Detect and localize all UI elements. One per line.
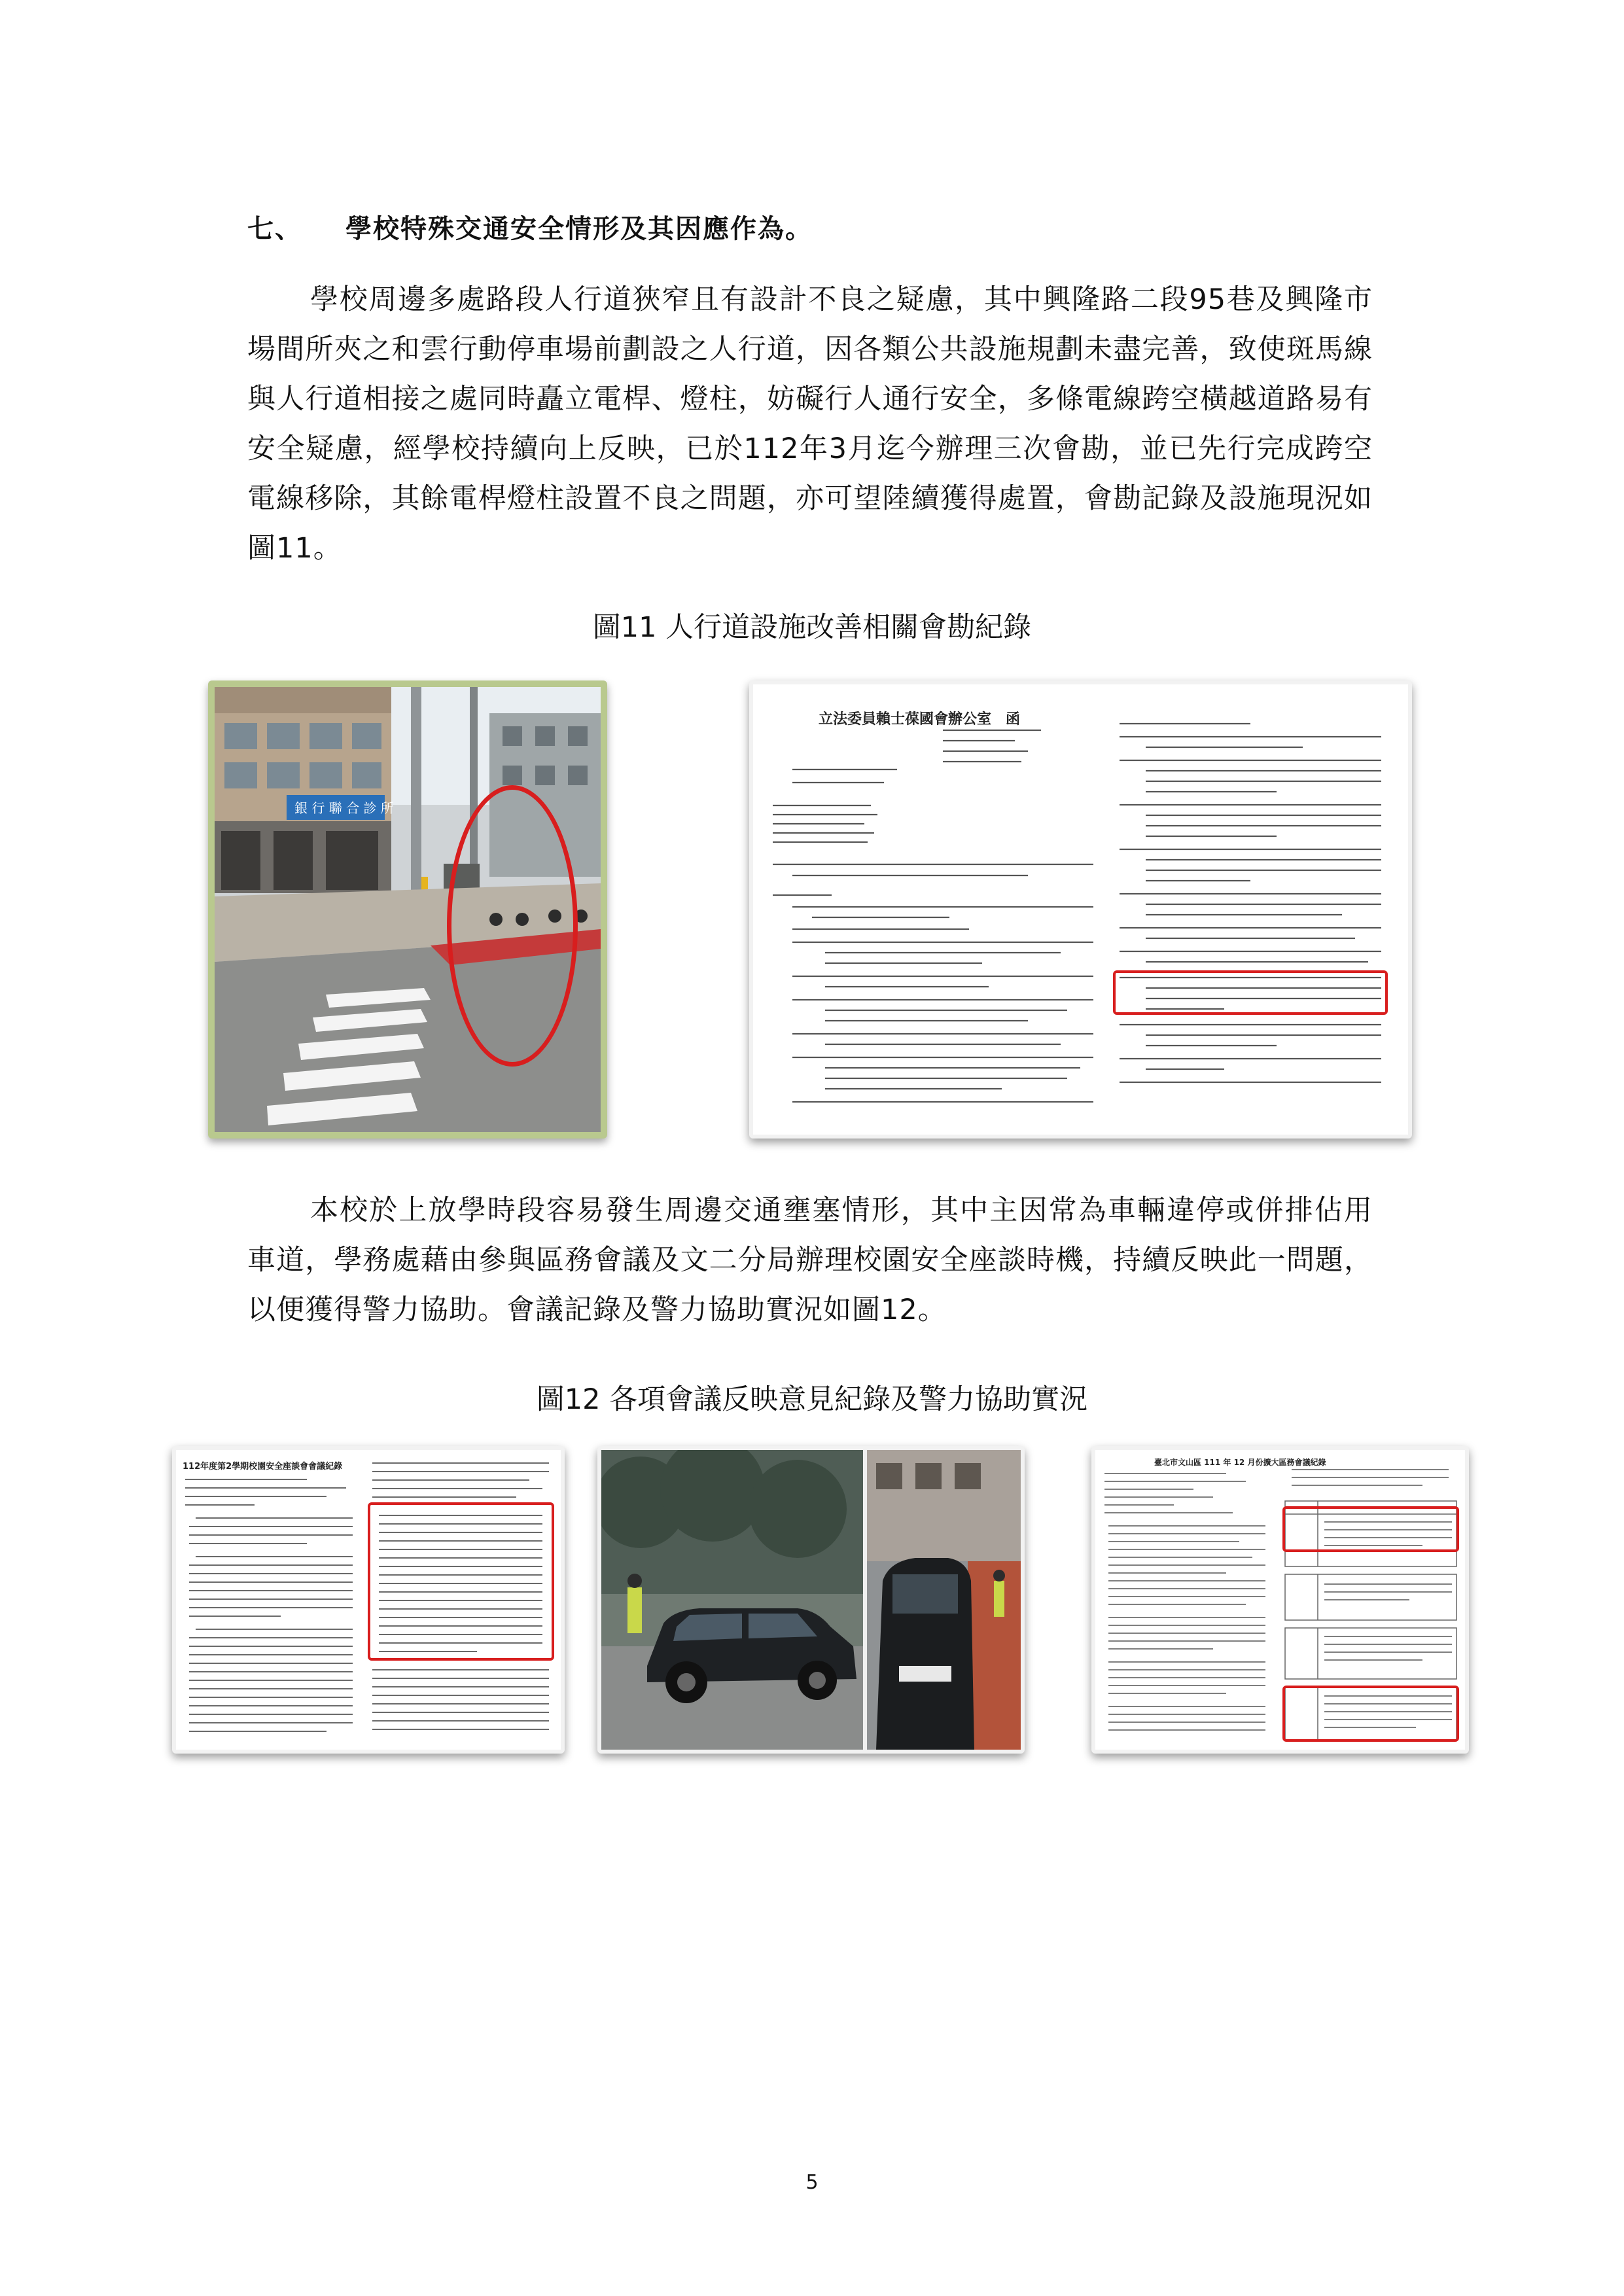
letter-title: 立法委員賴士葆國會辦公室 函 [819, 711, 1021, 728]
section-title: 學校特殊交通安全情形及其因應作為。 [345, 214, 813, 244]
district-minutes-title: 臺北市文山區 111 年 12 月份擴大區務會議紀錄 [1154, 1458, 1326, 1467]
highlight-ellipse [447, 785, 578, 1067]
letter-highlight-box [1113, 970, 1388, 1015]
section-number: 七、 [247, 214, 302, 244]
minutes-title: 112年度第2學期校園安全座談會會議紀錄 [183, 1462, 343, 1472]
paragraph-sidewalk: 學校周邊多處路段人行道狹窄且有設計不良之疑慮，其中興隆路二段95巷及興隆市場間所夾之和雲行動停車場前劃設之人行道，因各類公共設施規劃未盡完善，致使斑馬線與人行道相接之處同時矗立電桿、燈柱，妨礙行人通行安全，多條電線跨空橫越道路易有安全疑慮，經學校持續向上反映，已於112年3月迄今辦理三次會勘，並已先行完成跨空電線移除，其餘電桿燈柱設置不良之問題，亦可望陸續獲得處置，會勘記錄及設施現況如圖11。 [247, 283, 1373, 565]
shop-sign-text: 銀 行 聯 合 診 所 [294, 800, 394, 816]
minutes-highlight-box [368, 1502, 554, 1661]
page-number: 5 [805, 2171, 819, 2194]
figure11-caption: 圖11 人行道設施改善相關會勘紀錄 [592, 611, 1032, 644]
figure12-district-minutes [1091, 1446, 1469, 1754]
paragraph-traffic: 本校於上放學時段容易發生周邊交通壅塞情形，其中主因常為車輛違停或併排佔用車道，學務處藉由參與區務會議及文二分局辦理校園安全座談時機，持續反映此一問題，以便獲得警力協助。會議記錄及警力協助實況如圖12。 [247, 1194, 1373, 1326]
traffic-scene-illustration [601, 1450, 1021, 1750]
figure11-street-photo [208, 680, 607, 1139]
figure12-meeting-minutes [172, 1446, 565, 1754]
figure12-police-assist-photo [597, 1446, 1025, 1754]
district-highlight-box-2 [1282, 1686, 1459, 1742]
district-highlight-box-1 [1282, 1506, 1459, 1552]
figure11-official-letter [749, 680, 1412, 1139]
letter-text-lines [753, 684, 1408, 1135]
figure12-caption: 圖12 各項會議反映意見紀錄及警力協助實況 [536, 1383, 1088, 1416]
section-heading [247, 208, 813, 245]
